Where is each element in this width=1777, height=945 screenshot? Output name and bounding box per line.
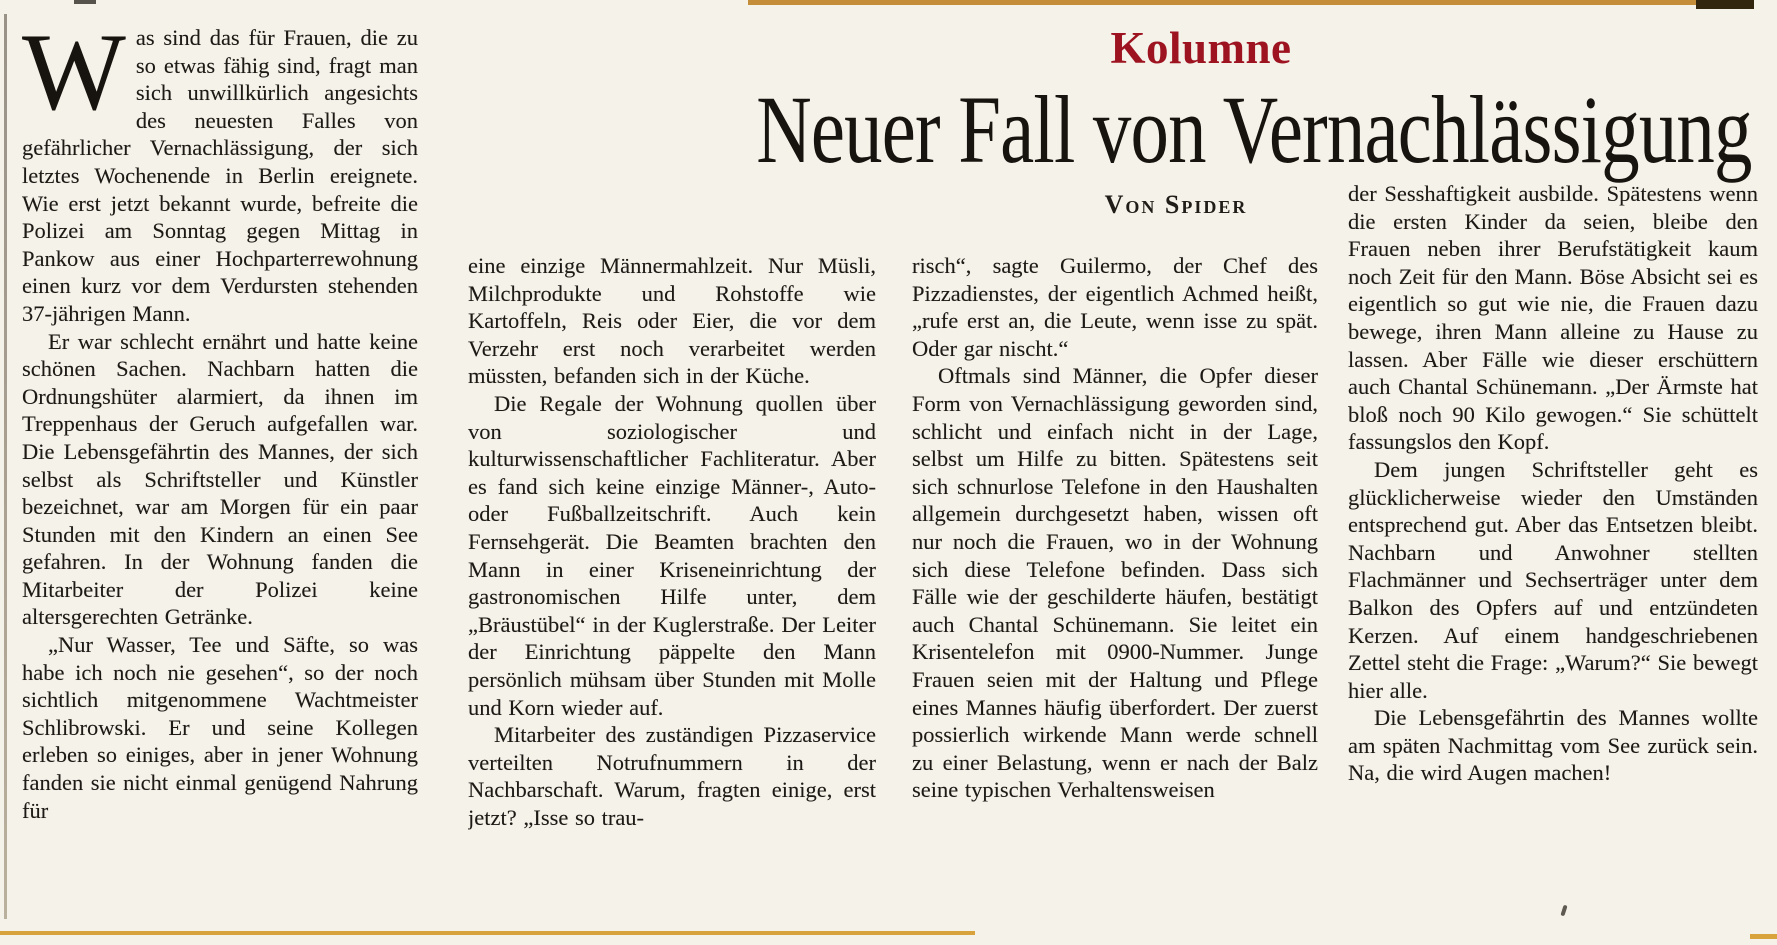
top-left-ink-dash <box>74 0 96 4</box>
paragraph: eine einzige Männermahlzeit. Nur Müsli, Milchprodukte und Rohstoffe wie Kartoffeln, Reis oder Eier, die vor dem Verzehr erst noch verarbeitet werden müssten, befanden sich in der Küche. <box>468 253 876 389</box>
text-column-3 <box>912 252 1318 928</box>
paragraph: risch“, sagte Guilermo, der Chef des Pizzadienstes, der eigentlich Achmed heißt, „rufe erst an, die Leute, wenn isse zu spät. Oder gar nischt.“ <box>912 253 1318 361</box>
paragraph: Oftmals sind Männer, die Opfer dieser Form von Vernachlässigung geworden sind, schlicht und einfach nicht in der Lage, selbst um Hilfe zu bitten. Spätestens seit sich schnurlose Telefone in den Haushalten allgemein durchgesetzt haben, wissen oft nur noch die Frauen, wo in der Wohnung sich diese Telefone befinden. Dass sich Fälle wie der geschilderte häufen, bestätigt auch Chantal Schünemann. Sie leitet ein Krisentelefon mit 0900-Nummer. Junge Frauen seien mit der Haltung und Pflege eines Mannes häufig überfordert. Der zuerst possierlich wirkende Mann werde schnell zu einer Belastung, wenn er nach der Balz seine typischen Verhaltensweisen <box>912 363 1318 803</box>
paragraph: der Sesshaftigkeit ausbilde. Spätestens wenn die ersten Kinder da seien, bleibe den Frauen neben ihrer Berufstätigkeit kaum noch Zeit für den Mann. Böse Absicht sei es eigentlich so gut wie nie, die Frauen dazu bewege, ihren Mann alleine zu Hause zu lassen. Aber Fälle wie dieser erschüttern auch Chantal Schünemann. „Der Ärmste hat bloß noch 90 Kilo gewogen.“ Sie schüttelt fassungslos den Kopf. <box>1348 181 1758 455</box>
top-rule-dark-segment <box>1696 0 1754 9</box>
headline: Neuer Fall von Vernachlässigung <box>756 76 1752 183</box>
paragraph <box>22 24 418 328</box>
paragraph: Mitarbeiter des zuständigen Pizzaservice verteilten Notrufnummern in der Nachbarschaft. Warum, fragten einige, erst jetzt? „Isse so trau- <box>468 722 876 830</box>
paragraph: Die Lebensgefährtin des Mannes wollte am späten Nachmittag vom See zurück sein. Na, die wird Augen machen! <box>1348 705 1758 786</box>
text-column-1 <box>22 24 418 924</box>
bottom-rule <box>0 931 975 935</box>
paragraph: Die Regale der Wohnung quollen über von soziologischer und kulturwissenschaftlicher Fachliteratur. Aber es fand sich keine einzige Männer-, Auto- oder Fußballzeitschrift. Auch kein Fernsehgerät. Die Beamten brachten den Mann in einer Kriseneinrichtung der gastronomischen Hilfe unter, dem „Bräustübel“ in der Kuglerstraße. Der Leiter der Einrichtung päppelte den Mann persönlich mühsam über Stunden mit Molle und Korn wieder auf. <box>468 390 876 720</box>
paragraph: „Nur Wasser, Tee und Säfte, so was habe ich noch nie gesehen“, so der noch sichtlich mitgenommene Wachtmeister Schlibrowski. Er und seine Kollegen erleben so einiges, aber in jener Wohnung fanden sie nicht einmal genügend Nahrung für <box>22 632 418 823</box>
top-rule <box>748 0 1698 5</box>
drop-cap: W <box>22 24 126 133</box>
paragraph: Dem jungen Schriftsteller geht es glücklicherweise wieder den Umständen entsprechend gut. Aber das Entsetzen bleibt. Nachbarn und Anwohner stellten Flachmänner und Sechserträger unter dem Balkon des Opfers auf und entzündeten Kerzen. Auf einem handgeschriebenen Zettel steht die Frage: „Warum?“ Sie bewegt hier alle. <box>1348 456 1758 703</box>
kicker: Kolumne <box>1110 23 1292 73</box>
page-edge-line <box>4 14 7 919</box>
paragraph: Er war schlecht ernährt und hatte keine schönen Sachen. Nachbarn hatten die Ordnungshüter alarmiert, da ihnen im Treppenhaus der Geruch aufgefallen war. Die Lebensgefährtin des Mannes, der sich selbst als Schriftsteller und Künstler bezeichnet, war am Morgen für ein paar Stunden mit den Kindern an einen See gefahren. In der Wohnung fanden die Mitarbeiter der Polizei keine altersgerechten Getränke. <box>22 328 418 630</box>
bottom-rule-right-segment <box>1750 934 1777 939</box>
text-column-4 <box>1348 180 1758 928</box>
text-column-2 <box>468 252 876 928</box>
byline: Von Spider <box>1104 190 1248 219</box>
paragraph-text: as sind das für Frauen, die zu so etwas fähig sind, fragt man sich unwillkürlich angesichts des neuesten Falles von gefährlicher Vernachlässigung, der sich letztes Wochenende in Berlin ereignete. Wie erst jetzt bekannt wurde, befreite die Polizei am Sonntag gegen Mittag in Pankow aus einer Hochparterrewohnung einen kurz vor dem Verdursten stehenden 37-jährigen Mann. <box>22 25 418 326</box>
